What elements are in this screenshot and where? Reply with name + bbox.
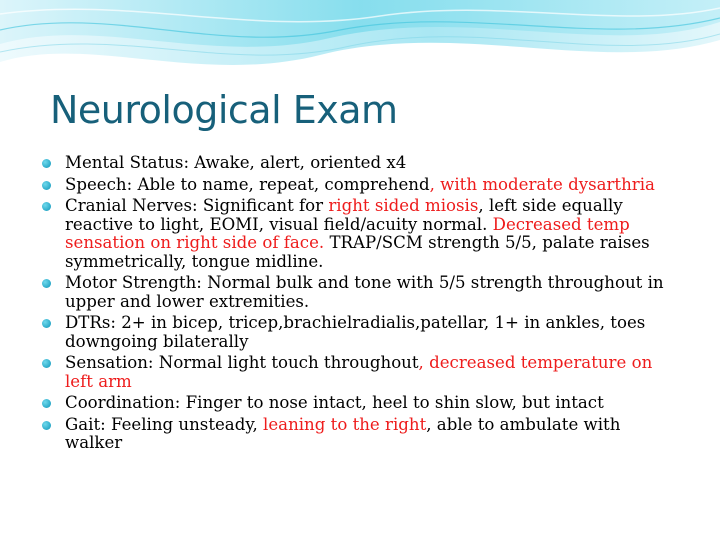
highlighted-finding: , with moderate dysarthria: [429, 174, 655, 194]
highlighted-finding: right sided miosis: [328, 196, 479, 215]
bullet-text: Coordination: Finger to nose intact, heel to shin slow, but intact: [65, 393, 604, 412]
bullet-item: [42, 197, 682, 271]
highlighted-finding: , decreased temperature on left arm: [65, 353, 653, 391]
bullet-item: [42, 354, 682, 391]
bullet-dot-icon: [42, 399, 51, 408]
highlighted-finding: Decreased temp sensation on right side of face.: [65, 214, 630, 252]
bullet-item: [42, 314, 682, 351]
header-wave-decoration: [0, 0, 720, 90]
slide-title: Neurological Exam: [50, 88, 398, 132]
bullet-item: [42, 176, 682, 195]
bullet-text: , left side equally reactive to light, EOMI, visual field/acuity normal.: [65, 196, 623, 234]
bullet-item: [42, 416, 682, 453]
bullet-dot-icon: [42, 421, 51, 430]
bullet-text: Motor Strength: Normal bulk and tone with 5/5 strength throughout in upper and lower extremities.: [65, 273, 664, 311]
bullet-text: Sensation: Normal light touch throughout: [65, 353, 419, 372]
bullet-item: [42, 274, 682, 311]
bullet-dot-icon: [42, 202, 51, 211]
bullet-text: Mental Status: Awake, alert, oriented x4: [65, 153, 407, 172]
bullet-dot-icon: [42, 359, 51, 368]
bullet-text: Cranial Nerves: Significant for: [65, 196, 329, 215]
bullet-list: [42, 154, 682, 456]
bullet-item: [42, 154, 682, 173]
bullet-dot-icon: [42, 181, 51, 190]
bullet-text: , able to ambulate with walker: [65, 414, 621, 452]
bullet-dot-icon: [42, 159, 51, 168]
bullet-text: Gait: Feeling unsteady,: [65, 414, 264, 434]
bullet-text: TRAP/SCM strength 5/5, palate raises symmetrically, tongue midline.: [65, 233, 650, 271]
bullet-dot-icon: [42, 319, 51, 328]
bullet-text: Speech: Able to name, repeat, comprehend: [65, 174, 430, 194]
bullet-item: [42, 394, 682, 413]
highlighted-finding: leaning to the right: [263, 414, 427, 434]
bullet-text: DTRs: 2+ in bicep, tricep,brachielradialis,patellar, 1+ in ankles, toes downgoing bilaterally: [65, 313, 646, 351]
bullet-dot-icon: [42, 279, 51, 288]
